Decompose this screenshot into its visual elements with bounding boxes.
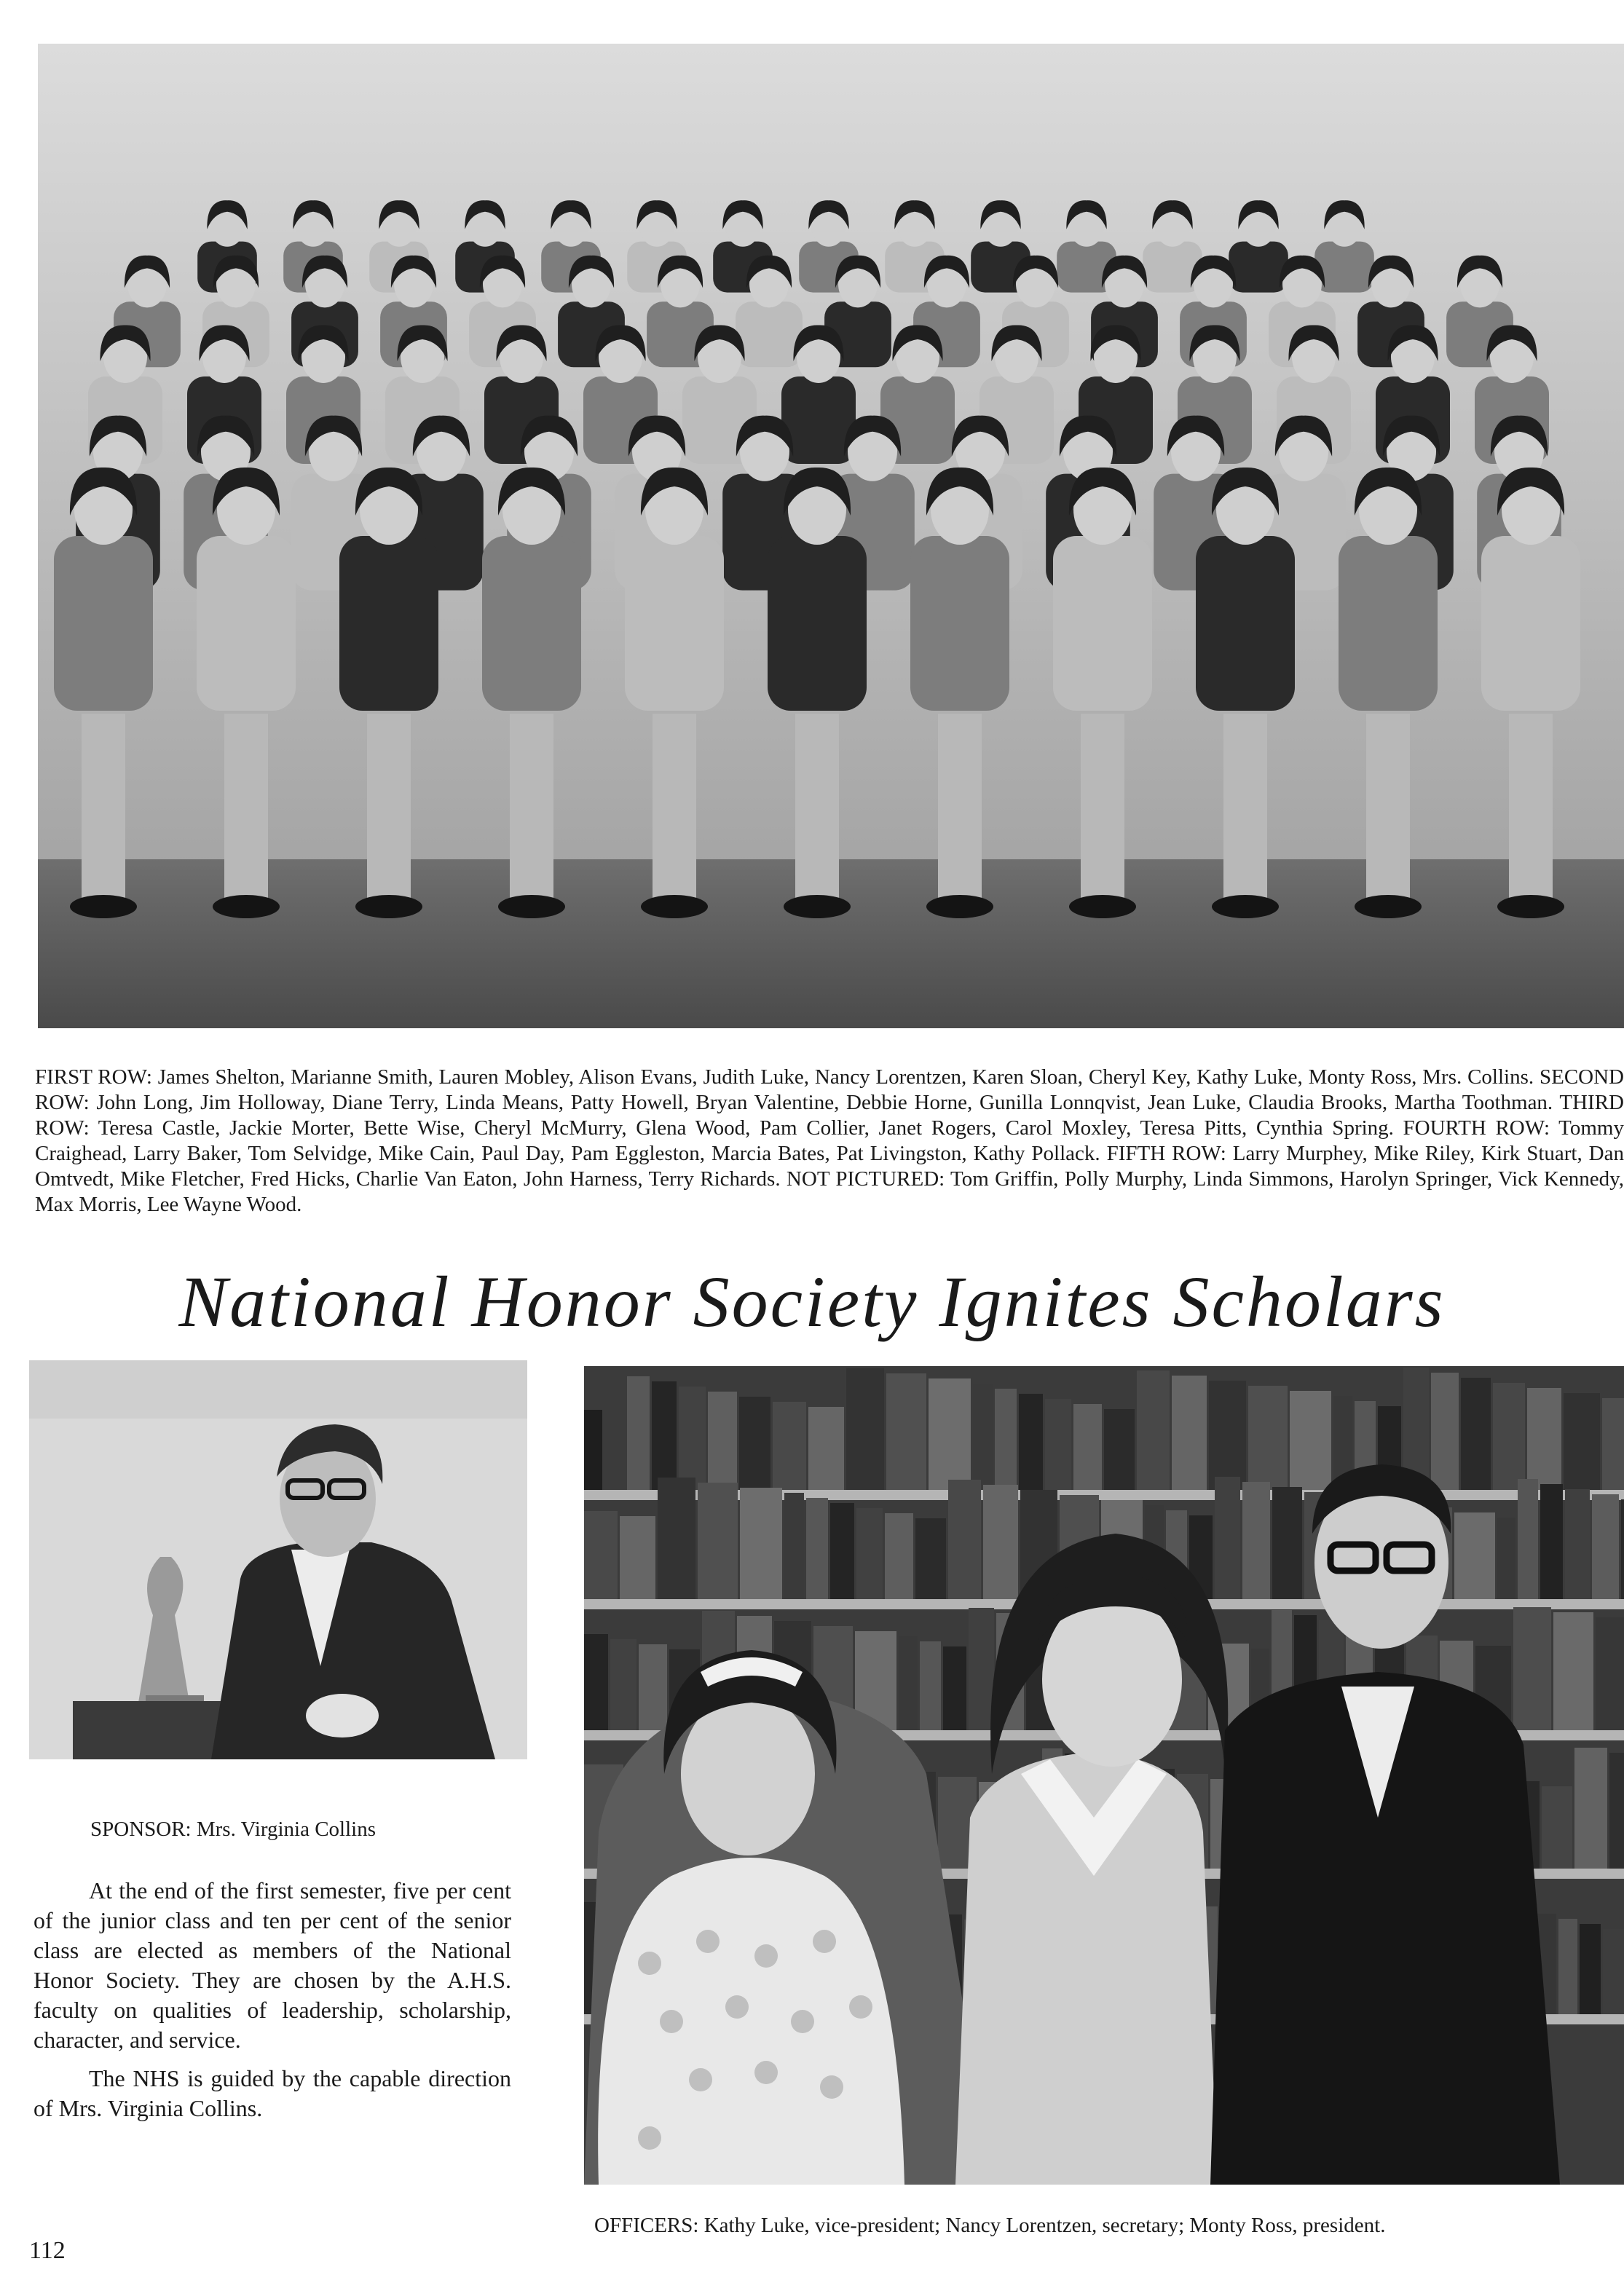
group-caption: FIRST ROW: James Shelton, Marianne Smith, Lauren Mobley, Alison Evans, Judith Luke, Nancy Lorentzen, Karen Sloan, Cheryl Key, Kathy Luke, Monty Ross, Mrs. Collins. SECOND ROW: John Long, Jim Holloway, Diane Terry, Linda Means, Patty Howell, Bryan Valentine, Debbie Horne, Gunilla Lonnqvist, Jean Luke, Claudia Brooks, Martha Toothman. THIRD ROW: Teresa Castle, Jackie Morter, Bette Wise, Cheryl McMurry, Glena Wood, Pam Collier, Janet Rogers, Carol Moxley, Teresa Pitts, Cynthia Spring. FOURTH ROW: Tommy Craighead, Larry Baker, Tom Selvidge, Mike Cain, Paul Day, Pam Eggleston, Marcia Bates, Pat Livingston, Kathy Pollack. FIFTH ROW: Larry Murphey, Mike Riley, Kirk Stuart, Dan Omtvedt, Mike Fletcher, Fred Hicks, Charlie Van Eaton, John Harness, Terry Richards. NOT PICTURED: Tom Griffin, Polly Murphy, Linda Simmons, Harolyn Springer, Vick Kennedy, Max Morris, Lee Wayne Wood. (35, 1065, 1624, 1216)
page-number: 112 (29, 2237, 66, 2264)
page-title: National Honor Society Ignites Scholars (178, 1261, 1446, 1342)
sponsor-caption: SPONSOR: Mrs. Virginia Collins (90, 1818, 376, 1841)
body-paragraph: At the end of the first semester, five per cent of the junior class and ten per cent of the senior class are elected as members of the National Honor Society. They are chosen by the A.H.S. faculty on qualities of leadership, scholarship, character, and service. (33, 1877, 511, 2053)
sponsor-photo (29, 1360, 527, 1759)
body-text (33, 1876, 511, 2123)
officers-caption: OFFICERS: Kathy Luke, vice-president; Nancy Lorentzen, secretary; Monty Ross, president. (594, 2214, 1386, 2237)
officers-photo (584, 1366, 1624, 2185)
body-paragraph: The NHS is guided by the capable direction of Mrs. Virginia Collins. (33, 2065, 511, 2121)
group-photo (38, 44, 1624, 1028)
